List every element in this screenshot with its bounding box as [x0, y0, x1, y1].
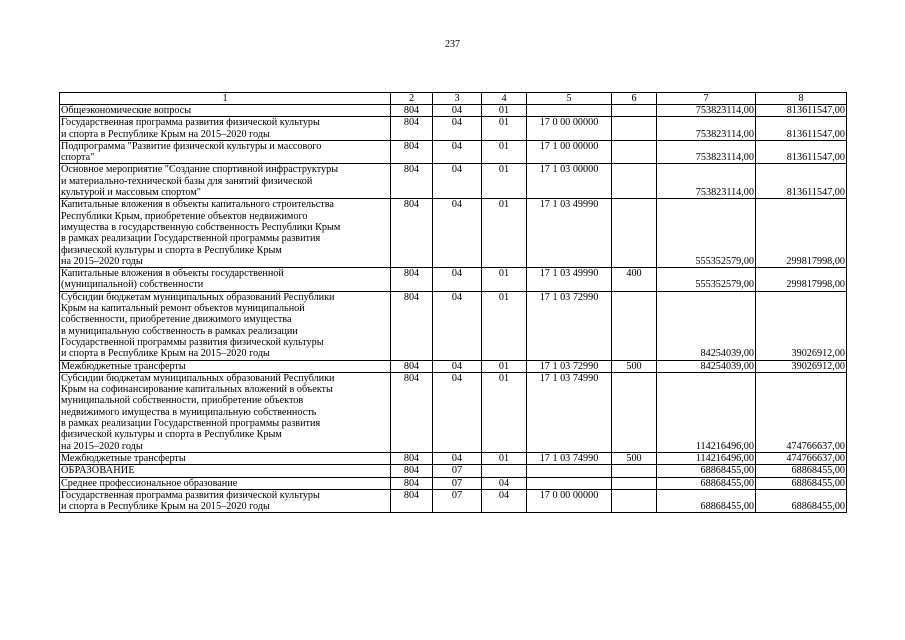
- cell-code: 804: [391, 105, 433, 117]
- column-header: 3: [433, 93, 482, 105]
- row-name: Субсидии бюджетам муниципальных образований Республики Крым на капитальный ремонт объектов муниципальной собственности, приобретение движимого имущества в муниципальную собственность в рамках реализации Государственной программы развития физической культуры и спорта в Республике Крым на 2015–2020 годы: [60, 291, 391, 360]
- cell-code: 804: [391, 164, 433, 199]
- cell-amount-1: 114216496,00: [657, 372, 756, 452]
- cell-target-article: [527, 477, 612, 489]
- cell-section: 04: [433, 452, 482, 464]
- cell-amount-2: 813611547,00: [756, 140, 847, 164]
- row-name: Общеэкономические вопросы: [60, 105, 391, 117]
- cell-subsection: 01: [482, 372, 527, 452]
- cell-amount-1: 68868455,00: [657, 489, 756, 513]
- cell-target-article: 17 1 03 00000: [527, 164, 612, 199]
- cell-section: 04: [433, 117, 482, 141]
- cell-section: 04: [433, 140, 482, 164]
- cell-amount-2: 68868455,00: [756, 465, 847, 477]
- cell-amount-2: 299817998,00: [756, 268, 847, 292]
- cell-expense-type: [612, 477, 657, 489]
- cell-code: 804: [391, 489, 433, 513]
- cell-subsection: 01: [482, 105, 527, 117]
- cell-section: 04: [433, 268, 482, 292]
- cell-code: 804: [391, 268, 433, 292]
- cell-code: 804: [391, 360, 433, 372]
- cell-amount-1: 753823114,00: [657, 105, 756, 117]
- cell-expense-type: [612, 199, 657, 268]
- row-name: Межбюджетные трансферты: [60, 452, 391, 464]
- column-header: 5: [527, 93, 612, 105]
- cell-subsection: 01: [482, 140, 527, 164]
- cell-subsection: 01: [482, 360, 527, 372]
- row-name: Субсидии бюджетам муниципальных образований Республики Крым на софинансирование капитальных вложений в объекты муниципальной собственности, приобретение объектов недвижимого имущества в муниципальную собственность в рамках реализации Государственной программы развития физической культуры и спорта в Республике Крым на 2015–2020 годы: [60, 372, 391, 452]
- cell-subsection: 01: [482, 291, 527, 360]
- cell-expense-type: [612, 291, 657, 360]
- cell-target-article: [527, 465, 612, 477]
- cell-expense-type: [612, 117, 657, 141]
- cell-amount-2: 68868455,00: [756, 477, 847, 489]
- cell-expense-type: [612, 372, 657, 452]
- table-row: [60, 452, 847, 464]
- cell-section: 04: [433, 360, 482, 372]
- cell-amount-1: 753823114,00: [657, 164, 756, 199]
- cell-amount-1: 84254039,00: [657, 360, 756, 372]
- cell-amount-1: 753823114,00: [657, 117, 756, 141]
- cell-target-article: 17 1 03 74990: [527, 452, 612, 464]
- cell-target-article: 17 1 03 72990: [527, 291, 612, 360]
- cell-expense-type: 500: [612, 452, 657, 464]
- cell-subsection: 04: [482, 489, 527, 513]
- cell-code: 804: [391, 291, 433, 360]
- cell-expense-type: [612, 164, 657, 199]
- cell-section: 04: [433, 291, 482, 360]
- cell-code: 804: [391, 117, 433, 141]
- table-row: [60, 465, 847, 477]
- cell-expense-type: [612, 465, 657, 477]
- row-name: ОБРАЗОВАНИЕ: [60, 465, 391, 477]
- cell-section: 07: [433, 489, 482, 513]
- table-row: [60, 489, 847, 513]
- cell-subsection: 01: [482, 199, 527, 268]
- cell-amount-1: 753823114,00: [657, 140, 756, 164]
- cell-code: 804: [391, 452, 433, 464]
- table-row: [60, 105, 847, 117]
- cell-code: 804: [391, 465, 433, 477]
- cell-section: 07: [433, 465, 482, 477]
- table-row: [60, 372, 847, 452]
- cell-amount-1: 84254039,00: [657, 291, 756, 360]
- column-header: 7: [657, 93, 756, 105]
- table-row: [60, 140, 847, 164]
- cell-amount-2: 39026912,00: [756, 360, 847, 372]
- cell-amount-2: 474766637,00: [756, 452, 847, 464]
- cell-amount-2: 813611547,00: [756, 105, 847, 117]
- cell-expense-type: [612, 140, 657, 164]
- cell-section: 04: [433, 164, 482, 199]
- row-name: Среднее профессиональное образование: [60, 477, 391, 489]
- cell-amount-2: 299817998,00: [756, 199, 847, 268]
- cell-amount-2: 68868455,00: [756, 489, 847, 513]
- cell-code: 804: [391, 199, 433, 268]
- cell-amount-1: 555352579,00: [657, 199, 756, 268]
- cell-subsection: 01: [482, 268, 527, 292]
- row-name: Капитальные вложения в объекты государственной (муниципальной) собственности: [60, 268, 391, 292]
- cell-code: 804: [391, 477, 433, 489]
- cell-subsection: [482, 465, 527, 477]
- row-name: Капитальные вложения в объекты капитального строительства Республики Крым, приобретение объектов недвижимого имущества в государственную собственность Республики Крым в рамках реализации Государственной программы развития физической культуры и спорта в Республике Крым на 2015–2020 годы: [60, 199, 391, 268]
- cell-target-article: 17 1 03 49990: [527, 268, 612, 292]
- cell-target-article: 17 1 03 72990: [527, 360, 612, 372]
- cell-subsection: 04: [482, 477, 527, 489]
- cell-expense-type: 400: [612, 268, 657, 292]
- page-number: 237: [445, 39, 460, 50]
- cell-amount-1: 68868455,00: [657, 477, 756, 489]
- cell-target-article: 17 0 00 00000: [527, 117, 612, 141]
- table-row: [60, 199, 847, 268]
- header-row: [60, 93, 847, 105]
- cell-target-article: [527, 105, 612, 117]
- column-header: 6: [612, 93, 657, 105]
- cell-amount-2: 474766637,00: [756, 372, 847, 452]
- cell-section: 07: [433, 477, 482, 489]
- cell-amount-1: 68868455,00: [657, 465, 756, 477]
- table-row: [60, 360, 847, 372]
- cell-section: 04: [433, 105, 482, 117]
- row-name: Государственная программа развития физической культуры и спорта в Республике Крым на 2015–2020 годы: [60, 117, 391, 141]
- table-row: [60, 268, 847, 292]
- cell-code: 804: [391, 140, 433, 164]
- cell-amount-2: 813611547,00: [756, 164, 847, 199]
- row-name: Подпрограмма "Развитие физической культуры и массового спорта": [60, 140, 391, 164]
- cell-amount-2: 813611547,00: [756, 117, 847, 141]
- column-header: 4: [482, 93, 527, 105]
- cell-target-article: 17 1 03 49990: [527, 199, 612, 268]
- cell-amount-2: 39026912,00: [756, 291, 847, 360]
- cell-subsection: 01: [482, 117, 527, 141]
- cell-amount-1: 114216496,00: [657, 452, 756, 464]
- cell-subsection: 01: [482, 164, 527, 199]
- cell-section: 04: [433, 372, 482, 452]
- cell-amount-1: 555352579,00: [657, 268, 756, 292]
- row-name: Межбюджетные трансферты: [60, 360, 391, 372]
- cell-subsection: 01: [482, 452, 527, 464]
- cell-expense-type: [612, 489, 657, 513]
- row-name: Основное мероприятие "Создание спортивной инфраструктуры и материально-технической базы для занятий физической культурой и массовым спортом": [60, 164, 391, 199]
- column-header: 2: [391, 93, 433, 105]
- cell-target-article: 17 0 00 00000: [527, 489, 612, 513]
- cell-expense-type: 500: [612, 360, 657, 372]
- budget-table: [59, 92, 847, 513]
- table-row: [60, 291, 847, 360]
- table-row: [60, 164, 847, 199]
- table-row: [60, 117, 847, 141]
- cell-target-article: 17 1 03 74990: [527, 372, 612, 452]
- cell-section: 04: [433, 199, 482, 268]
- row-name: Государственная программа развития физической культуры и спорта в Республике Крым на 2015–2020 годы: [60, 489, 391, 513]
- cell-target-article: 17 1 00 00000: [527, 140, 612, 164]
- cell-code: 804: [391, 372, 433, 452]
- column-header: 8: [756, 93, 847, 105]
- table-row: [60, 477, 847, 489]
- cell-expense-type: [612, 105, 657, 117]
- column-header: 1: [60, 93, 391, 105]
